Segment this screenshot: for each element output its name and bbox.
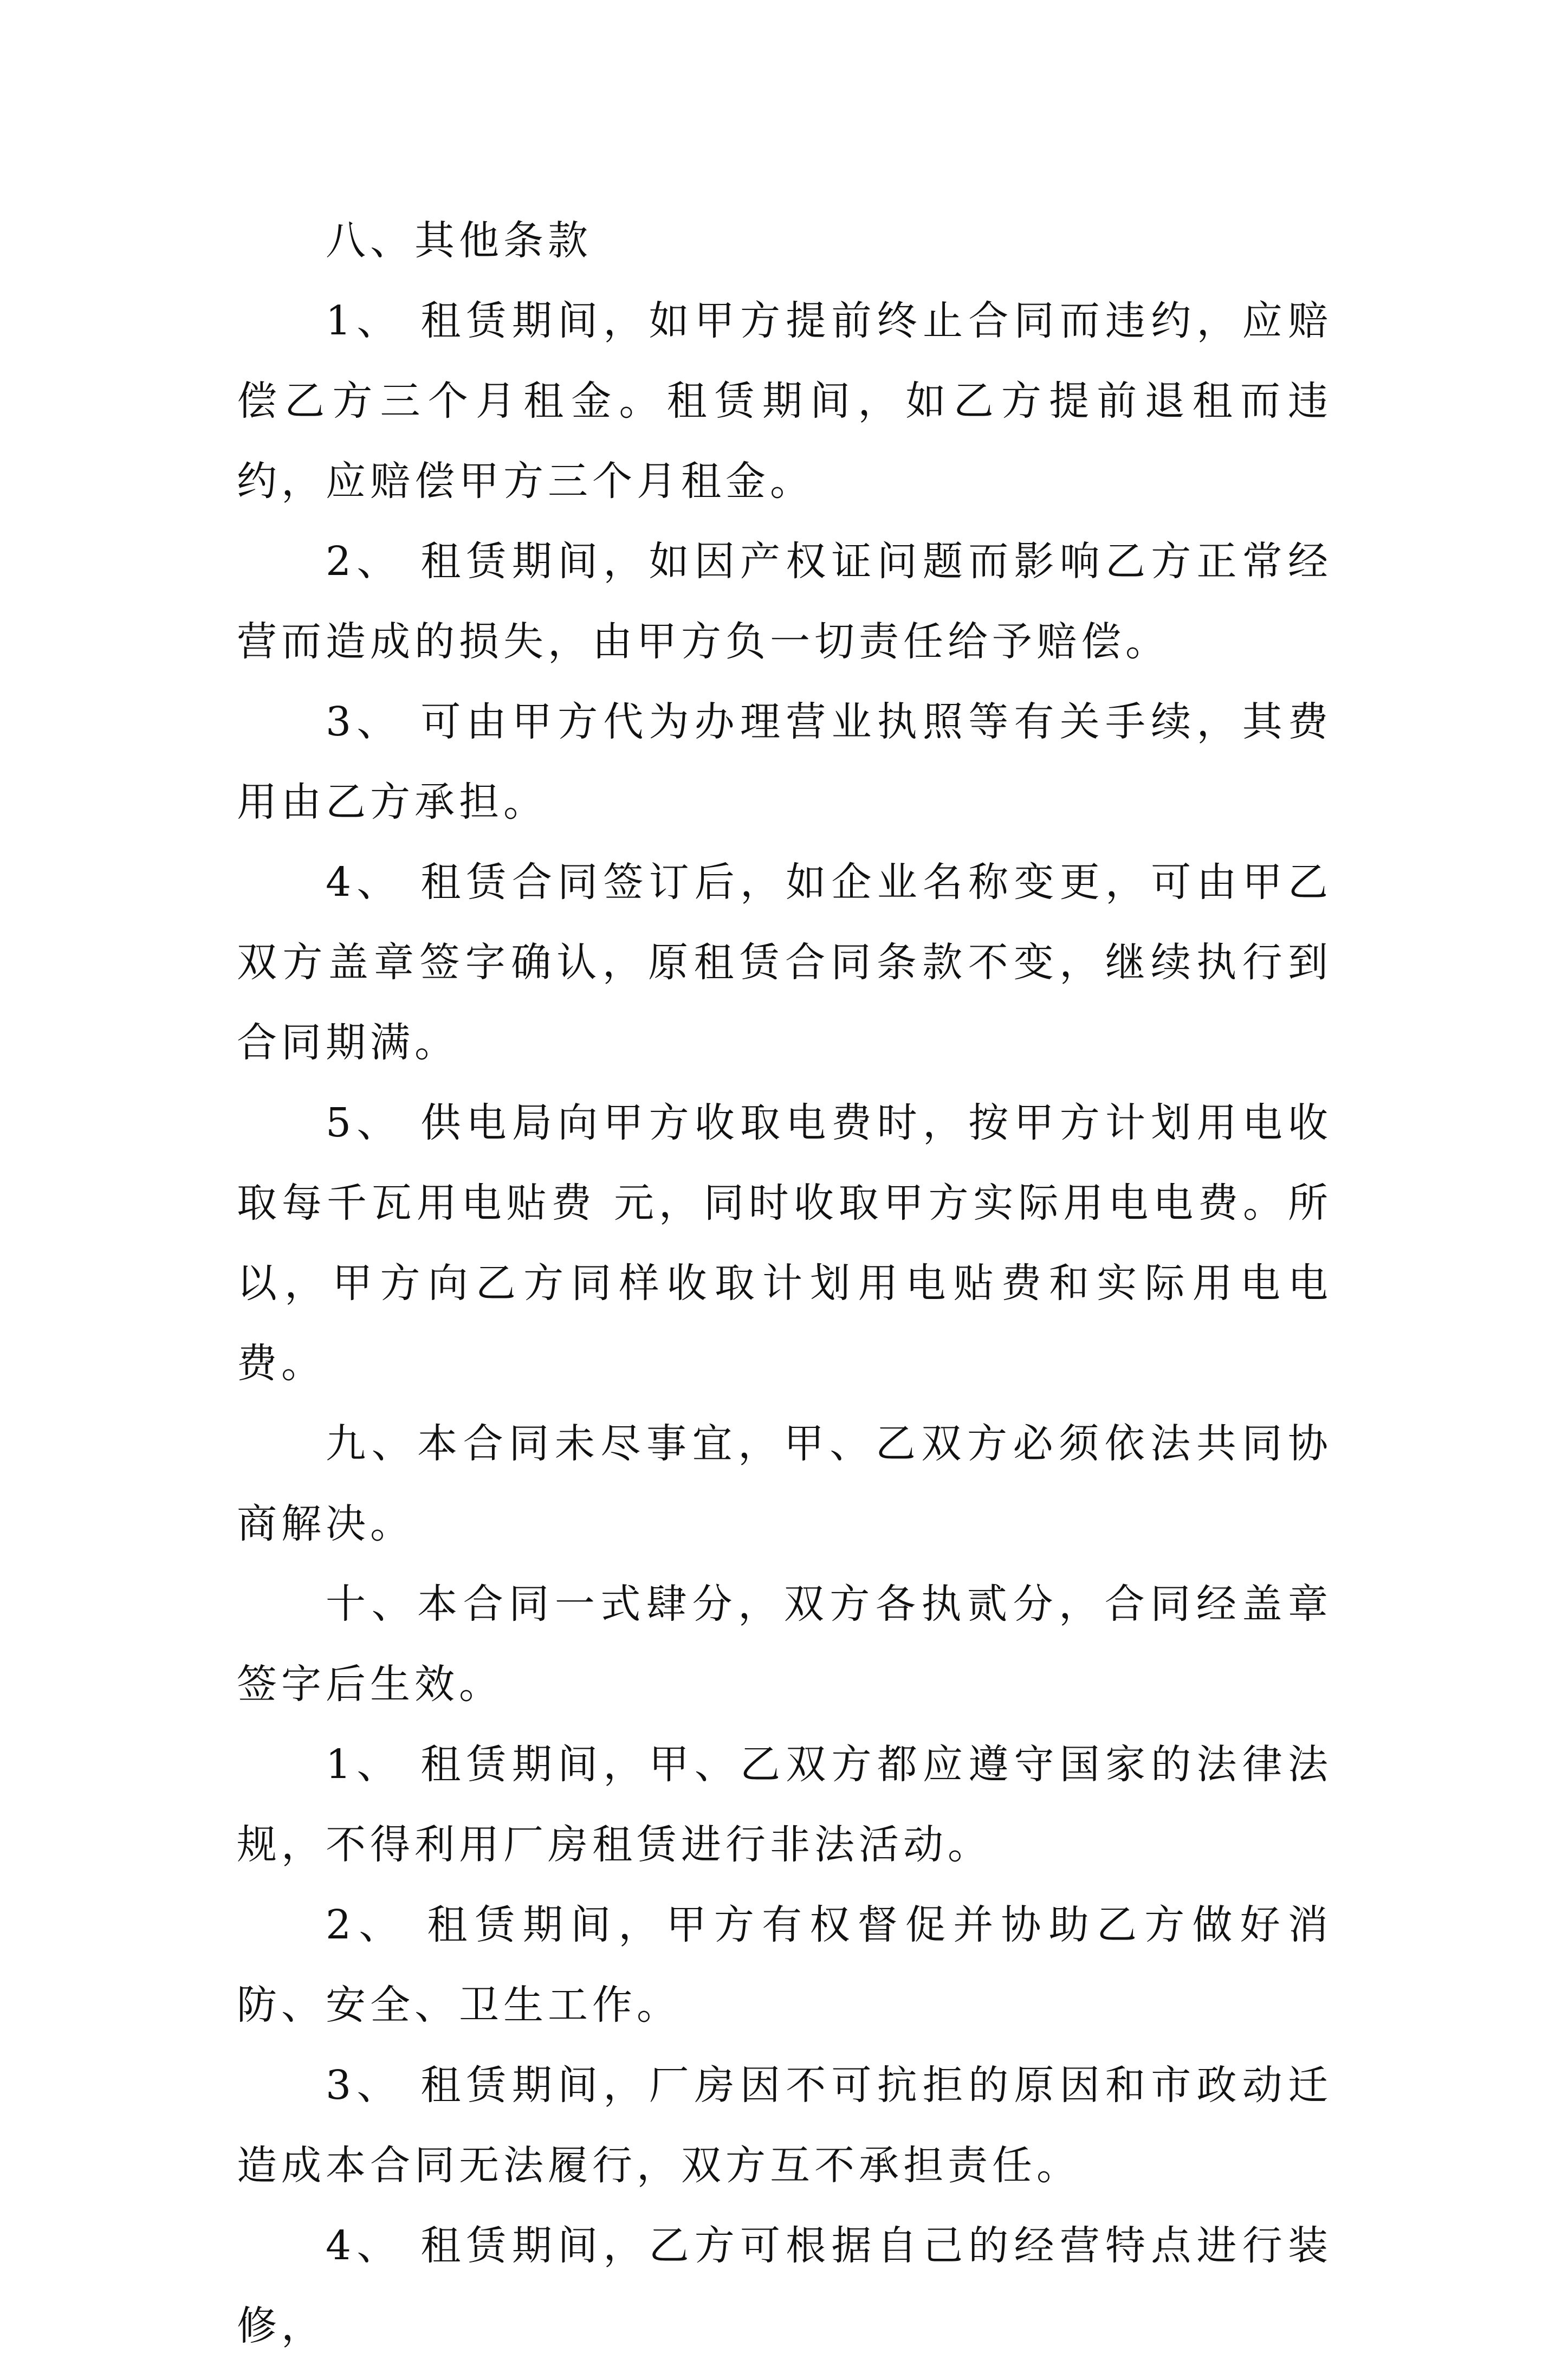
clause-paragraph: 3、 租赁期间，厂房因不可抗拒的原因和市政动迁造成本合同无法履行，双方互不承担责任。 (237, 2062, 1332, 2189)
document-body (237, 201, 1332, 2366)
section-paragraph-ten: 十、本合同一式肆分，双方各执贰分，合同经盖章签字后生效。 (237, 1581, 1332, 1708)
clause-paragraph: 1、 租赁期间，甲、乙双方都应遵守国家的法律法规，不得利用厂房租赁进行非法活动。 (237, 1741, 1332, 1868)
clause-paragraph: 4、 租赁合同签订后，如企业名称变更，可由甲乙双方盖章签字确认，原租赁合同条款不变，继续执行到合同期满。 (237, 859, 1332, 1066)
clause-paragraph: 2、 租赁期间，如因产权证问题而影响乙方正常经营而造成的损失，由甲方负一切责任给予赔偿。 (237, 538, 1332, 665)
clause-paragraph: 1、 租赁期间，如甲方提前终止合同而违约，应赔偿乙方三个月租金。租赁期间，如乙方提前退租而违约，应赔偿甲方三个月租金。 (237, 298, 1332, 505)
section-paragraph-nine: 九、本合同未尽事宜，甲、乙双方必须依法共同协商解决。 (237, 1420, 1332, 1547)
section-heading-other-terms: 八、其他条款 (326, 217, 592, 264)
clause-paragraph: 5、 供电局向甲方收取电费时，按甲方计划用电收取每千瓦用电贴费 元，同时收取甲方实际用电电费。所以，甲方向乙方同样收取计划用电贴费和实际用电电费。 (237, 1100, 1332, 1387)
clause-paragraph: 2、 租赁期间，甲方有权督促并协助乙方做好消防、安全、卫生工作。 (237, 1902, 1332, 2028)
clause-paragraph: 4、 租赁期间，乙方可根据自己的经营特点进行装修， (237, 2222, 1332, 2349)
clause-paragraph: 3、 可由甲方代为办理营业执照等有关手续，其费用由乙方承担。 (237, 699, 1332, 825)
